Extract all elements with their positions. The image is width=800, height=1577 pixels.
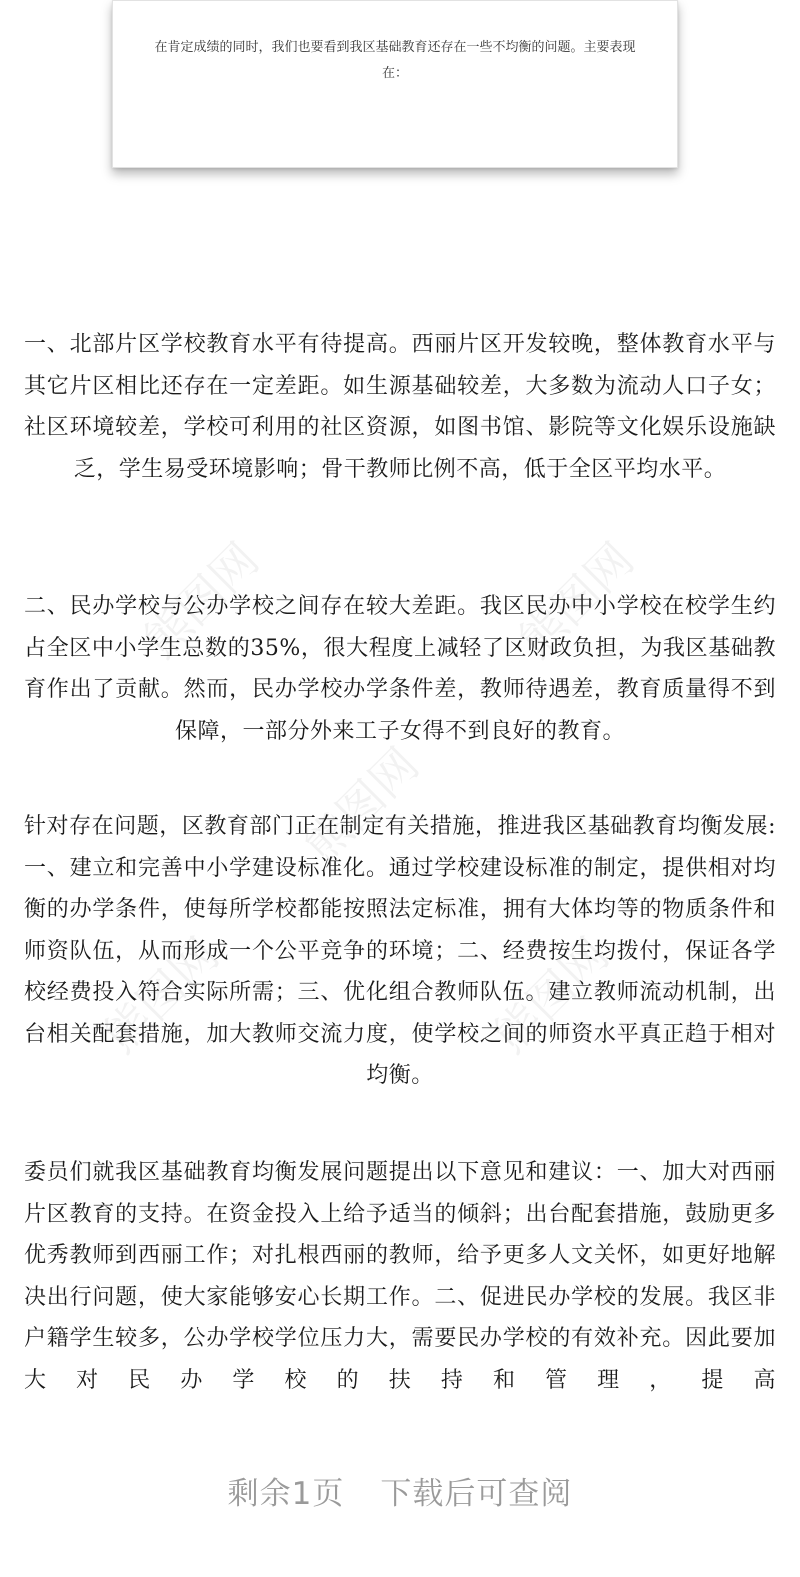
watermark: 熊图网 (133, 532, 270, 669)
watermark: 熊图网 (93, 927, 230, 1064)
body-paragraph-1: 一、北部片区学校教育水平有待提高。西丽片区开发较晚，整体教育水平与其它片区相比还存在一定差距。如生源基础较差，大多数为流动人口子女；社区环境较差，学校可利用的社区资源，如图书馆、影院等文化娱乐设施缺乏，学生易受环境影响；骨干教师比例不高，低于全区平均水平。 (24, 332, 776, 482)
body-paragraph-3: 针对存在问题，区教育部门正在制定有关措施，推进我区基础教育均衡发展:一、建立和完善中小学建设标准化。通过学校建设标准的制定，提供相对均衡的办学条件，使每所学校都能按照法定标准，拥有大体均等的物质条件和师资队伍，从而形成一个公平竞争的环境；二、经费按生均拨付，保证各学校经费投入符合实际所需；三、优化组合教师队伍。建立教师流动机制，出台相关配套措施，加大教师交流力度，使学校之间的师资水平真正趋于相对均衡。 (24, 814, 776, 1088)
watermark: 熊图网 (508, 532, 645, 669)
watermark: 熊图网 (293, 737, 430, 874)
download-to-read-label[interactable]: 下载后可查阅 (380, 1476, 573, 1512)
download-to-read-banner[interactable] (0, 1468, 800, 1513)
watermark: 熊图网 (483, 927, 620, 1064)
body-paragraph-2: 二、民办学校与公办学校之间存在较大差距。我区民办中小学校在校学生约占全区中小学生总数的35%，很大程度上减轻了区财政负担，为我区基础教育作出了贡献。然而，民办学校办学条件差，教师待遇差，教育质量得不到保障，一部分外来工子女得不到良好的教育。 (24, 594, 776, 744)
preview-page-text: 在肯定成绩的同时，我们也要看到我区基础教育还存在一些不均衡的问题。主要表现在： (154, 40, 636, 81)
remaining-pages-label: 剩余1页 (227, 1476, 345, 1512)
preview-page-card (112, 0, 678, 168)
body-paragraph-4: 委员们就我区基础教育均衡发展问题提出以下意见和建议：一、加大对西丽片区教育的支持。在资金投入上给予适当的倾斜；出台配套措施，鼓励更多优秀教师到西丽工作；对扎根西丽的教师，给予更多人文关怀，如更好地解决出行问题，使大家能够安心长期工作。二、促进民办学校的发展。我区非户籍学生较多，公办学校学位压力大，需要民办学校的有效补充。因此要加大对民办学校的扶持和管理，提高 (24, 1160, 776, 1393)
